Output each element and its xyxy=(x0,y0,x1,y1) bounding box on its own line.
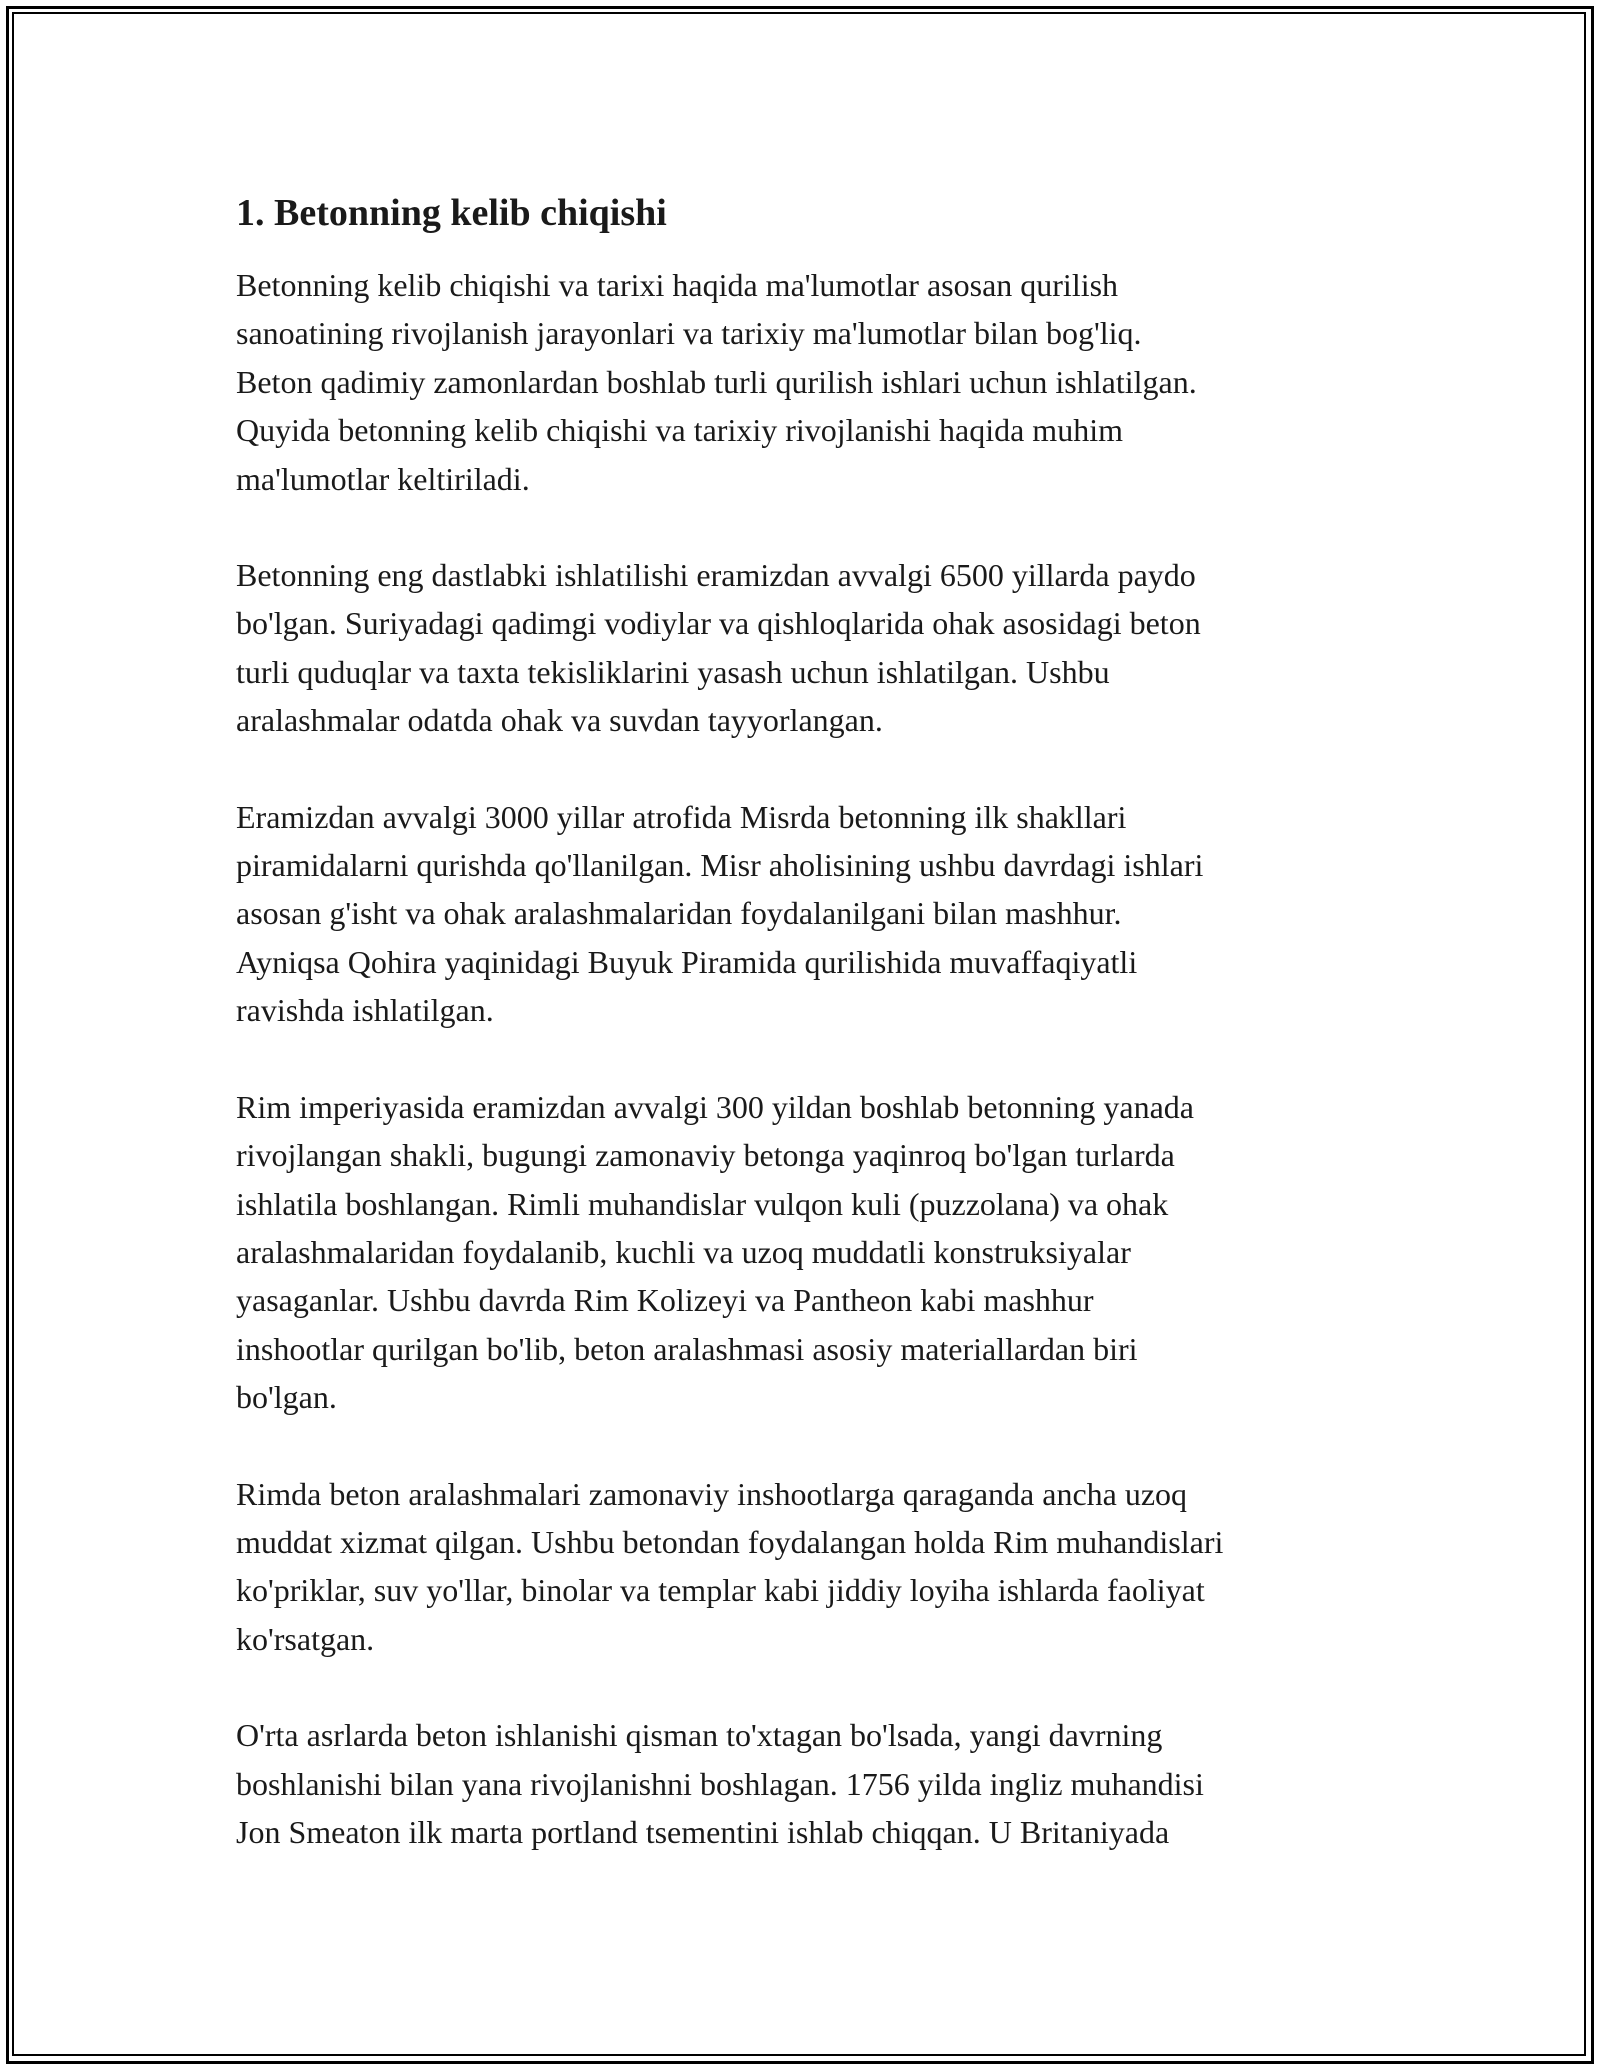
paragraph xyxy=(236,793,1396,1035)
paragraph-line: Rimda beton aralashmalari zamonaviy inshootlarga qaraganda ancha uzoq xyxy=(236,1475,1188,1512)
paragraph-line: Beton qadimiy zamonlardan boshlab turli qurilish ishlari uchun ishlatilgan. xyxy=(236,363,1197,400)
paragraph-line: O'rta asrlarda beton ishlanishi qisman to'xtagan bo'lsada, yangi davrning xyxy=(236,1717,1163,1754)
paragraph-line: asosan g'isht va ohak aralashmalaridan foydalanilgani bilan mashhur. xyxy=(236,895,1122,932)
paragraph-line: Quyida betonning kelib chiqishi va tarixiy rivojlanishi haqida muhim xyxy=(236,412,1123,449)
paragraph-line: bo'lgan. xyxy=(236,1379,337,1416)
paragraph-line: Rim imperiyasida eramizdan avvalgi 300 yildan boshlab betonning yanada xyxy=(236,1088,1194,1125)
section-heading: 1. Betonning kelib chiqishi xyxy=(236,192,667,234)
paragraph-line: Betonning kelib chiqishi va tarixi haqida ma'lumotlar asosan qurilish xyxy=(236,267,1119,303)
paragraph-line: aralashmalar odatda ohak va suvdan tayyorlangan. xyxy=(236,702,883,739)
paragraph-line: aralashmalaridan foydalanib, kuchli va uzoq muddatli konstruksiyalar xyxy=(236,1233,1131,1270)
paragraph-line: turli quduqlar va taxta tekisliklarini yasash uchun ishlatilgan. Ushbu xyxy=(236,653,1110,690)
paragraph-line: ko'priklar, suv yo'llar, binolar va templar kabi jiddiy loyiha ishlarda faoliyat xyxy=(236,1572,1205,1609)
paragraph-line: yasaganlar. Ushbu davrda Rim Kolizeyi va Pantheon kabi mashhur xyxy=(236,1282,1094,1319)
paragraph-line: Betonning eng dastlabki ishlatilishi eramizdan avvalgi 6500 yillarda paydo xyxy=(236,557,1196,594)
paragraph-line: boshlanishi bilan yana rivojlanishni boshlagan. 1756 yilda ingliz muhandisi xyxy=(236,1765,1204,1802)
paragraph-line: bo'lgan. Suriyadagi qadimgi vodiylar va qishloqlarida ohak asosidagi beton xyxy=(236,605,1201,642)
paragraph-line: muddat xizmat qilgan. Ushbu betondan foydalangan holda Rim muhandislari xyxy=(236,1523,1224,1560)
paragraph xyxy=(236,1711,1396,1856)
paragraph-line: Eramizdan avvalgi 3000 yillar atrofida Misrda betonning ilk shakllari xyxy=(236,798,1127,835)
paragraph-line: Ayniqsa Qohira yaqinidagi Buyuk Piramida qurilishida muvaffaqiyatli xyxy=(236,943,1138,980)
paragraph xyxy=(236,1083,1396,1422)
paragraph-line: Jon Smeaton ilk marta portland tsementini ishlab chiqqan. U Britaniyada xyxy=(236,1813,1170,1850)
paragraph-line: inshootlar qurilgan bo'lib, beton aralashmasi asosiy materiallardan biri xyxy=(236,1330,1138,1367)
paragraph-line: sanoatining rivojlanish jarayonlari va tarixiy ma'lumotlar bilan bog'liq. xyxy=(236,315,1142,352)
paragraph-line: ma'lumotlar keltiriladi. xyxy=(236,460,530,497)
paragraph-line: rivojlangan shakli, bugungi zamonaviy betonga yaqinroq bo'lgan turlarda xyxy=(236,1137,1175,1174)
paragraph-list xyxy=(236,261,1396,1856)
paragraph xyxy=(236,551,1396,745)
paragraph-line: piramidalarni qurishda qo'llanilgan. Misr aholisining ushbu davrdagi ishlari xyxy=(236,847,1204,884)
document-body xyxy=(236,187,1396,1904)
paragraph xyxy=(236,261,1396,503)
paragraph-line: ko'rsatgan. xyxy=(236,1620,375,1657)
paragraph-line: ravishda ishlatilgan. xyxy=(236,992,494,1029)
paragraph-line: ishlatila boshlangan. Rimli muhandislar vulqon kuli (puzzolana) va ohak xyxy=(236,1185,1169,1222)
paragraph xyxy=(236,1470,1396,1664)
